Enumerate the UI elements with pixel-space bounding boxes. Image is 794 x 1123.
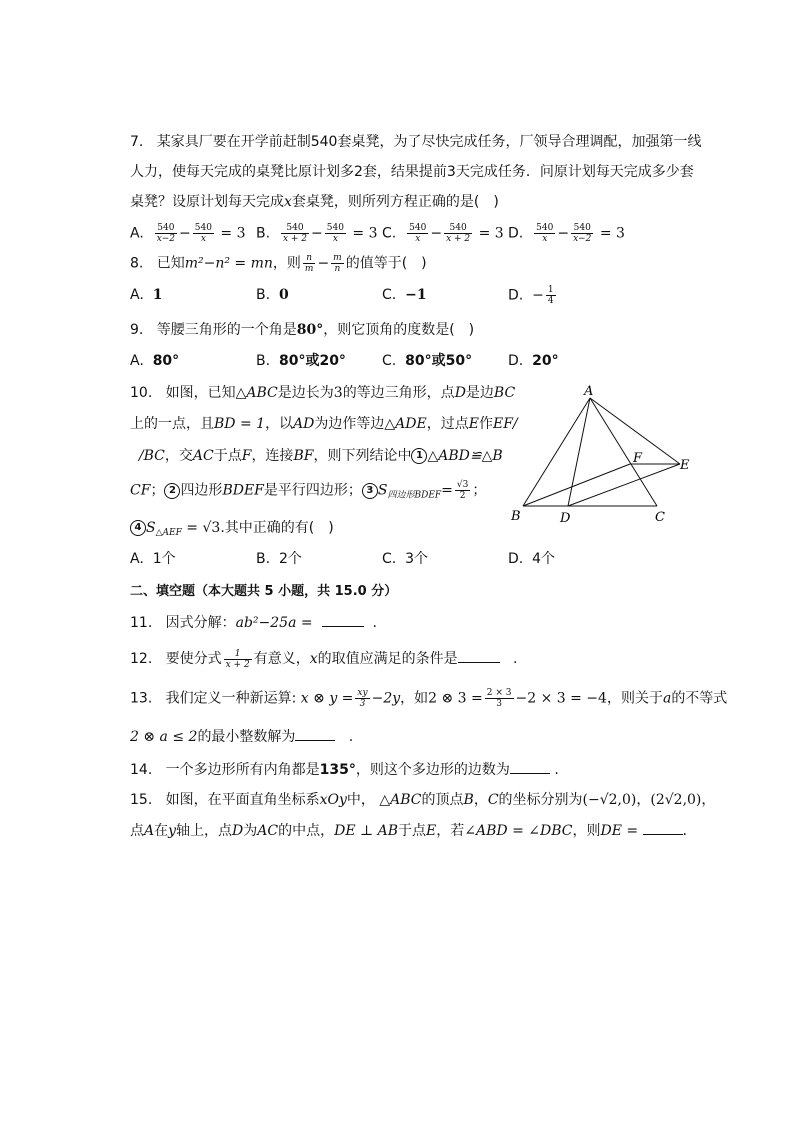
circled-number-4: 4 bbox=[130, 520, 146, 536]
segment-ac bbox=[590, 398, 657, 506]
frac-den: m bbox=[304, 264, 314, 274]
frac-num: xy bbox=[357, 688, 368, 698]
q8-option-b[interactable] bbox=[256, 285, 289, 305]
option-minus: − bbox=[532, 287, 544, 304]
q12 bbox=[130, 648, 517, 670]
frac-den: x + 2 bbox=[225, 659, 250, 670]
t: 点 bbox=[130, 823, 144, 839]
t: 作 bbox=[478, 416, 493, 432]
m: 2 ⊗ 3 = bbox=[428, 690, 483, 707]
m: D bbox=[232, 823, 244, 839]
m: BF bbox=[293, 448, 314, 464]
t: ， bbox=[473, 792, 488, 808]
t: ，则关于 bbox=[606, 690, 663, 707]
q11-answer-blank[interactable] bbox=[322, 612, 364, 627]
q9-text-b: ，则它顶角的度数是( ) bbox=[323, 322, 475, 338]
t: ， bbox=[701, 792, 716, 808]
q7-option-a[interactable]: A. $\frac{540}{x-2}$ − $\frac{540}{x}$ = 3 bbox=[130, 223, 246, 244]
t: 中， bbox=[346, 792, 375, 808]
t: . bbox=[512, 651, 518, 667]
q7-text-3a: 桌凳？设原计划每天完成 bbox=[130, 194, 284, 210]
q10-line-3 bbox=[130, 446, 503, 466]
q7-option-b[interactable]: B. $\frac{540}{x + 2}$ − $\frac{540}{x}$ = 3 bbox=[256, 223, 378, 244]
option-label: D. bbox=[508, 551, 524, 567]
option-label: A. bbox=[130, 353, 144, 369]
frac-num: m bbox=[333, 253, 342, 263]
m: x bbox=[309, 651, 318, 667]
option-value: −1 bbox=[405, 287, 427, 303]
frac-num: 540 bbox=[326, 223, 344, 233]
t: 的中点， bbox=[278, 823, 335, 839]
option-label: C. bbox=[382, 287, 397, 303]
q8-number: 8. bbox=[130, 255, 144, 272]
t: 轴上，点 bbox=[176, 823, 233, 839]
m: −2 × 3 = −4 bbox=[515, 690, 607, 707]
q10-option-a[interactable] bbox=[130, 549, 176, 569]
frac-num: 540 bbox=[444, 223, 472, 234]
q11-expr: ab²−25a = bbox=[235, 615, 313, 631]
t: ，连接 bbox=[251, 448, 294, 464]
circled-number-3: 3 bbox=[362, 483, 378, 499]
frac-den: x bbox=[542, 234, 548, 244]
frac-den: x bbox=[200, 234, 206, 244]
m: 3 bbox=[333, 385, 343, 401]
segment-bf bbox=[523, 464, 630, 506]
option-value: 2个 bbox=[278, 551, 302, 567]
option-label: B. bbox=[256, 225, 271, 242]
rhs: = 3 bbox=[220, 225, 246, 242]
frac-den: 3 bbox=[359, 699, 366, 709]
frac-den: x−2 bbox=[156, 234, 176, 244]
q14-number: 14. bbox=[130, 762, 153, 778]
q10-option-b[interactable] bbox=[256, 549, 302, 569]
frac-den: 4 bbox=[547, 296, 554, 306]
q12-number: 12. bbox=[130, 651, 153, 667]
option-value: 80°或20° bbox=[278, 353, 346, 369]
q7-line-2 bbox=[130, 162, 694, 182]
sub: 四边形BDEF bbox=[387, 490, 442, 501]
m: △ABD≌△B bbox=[427, 448, 503, 464]
option-label: B. bbox=[256, 353, 271, 369]
option-value: 1个 bbox=[152, 551, 176, 567]
frac-den: x−2 bbox=[573, 234, 592, 244]
q11-number: 11. bbox=[130, 615, 153, 631]
option-label: C. bbox=[382, 225, 397, 242]
t: ，以 bbox=[265, 416, 294, 432]
option-label: A. bbox=[130, 225, 144, 242]
t: 的顶点 bbox=[421, 792, 464, 808]
option-value: 3个 bbox=[405, 551, 429, 567]
q15-number: 15. bbox=[130, 792, 153, 808]
frac-num: 1 bbox=[224, 649, 252, 660]
q7-line-3 bbox=[130, 192, 499, 212]
option-value: 0 bbox=[278, 287, 289, 303]
t: ，则这个多边形的边数为 bbox=[355, 762, 510, 778]
m: = bbox=[441, 482, 453, 499]
frac-num: 540 bbox=[571, 223, 593, 234]
q7-text-2: 人力，使每天完成的桌凳比原计划多2套，结果提前3天完成任务．问原计划每天完成多少套 bbox=[130, 164, 694, 180]
t: 是边长为 bbox=[277, 385, 334, 401]
q10-line-2 bbox=[130, 414, 518, 434]
q14-answer-blank[interactable] bbox=[510, 759, 550, 774]
q10-line-1 bbox=[130, 383, 515, 403]
q9-number: 9. bbox=[130, 322, 144, 338]
frac-num: 540 bbox=[194, 223, 212, 233]
q10-option-d[interactable] bbox=[508, 549, 555, 569]
m: S bbox=[377, 482, 388, 499]
option-label: D. bbox=[508, 287, 524, 304]
t: 四边形 bbox=[180, 482, 223, 499]
section-2-title: 二、填空题（本大题共 5 小题，共 15.0 分） bbox=[130, 584, 398, 599]
q13-number: 13. bbox=[130, 690, 153, 707]
m: (−√2,0) bbox=[582, 792, 637, 808]
minus: − bbox=[317, 255, 330, 272]
frac-den: x bbox=[332, 234, 338, 244]
m: C bbox=[487, 792, 499, 808]
q9-option-b[interactable] bbox=[256, 351, 346, 371]
m: /BC bbox=[138, 448, 165, 464]
q8-option-c[interactable] bbox=[382, 285, 427, 305]
segment-ab bbox=[523, 398, 590, 506]
m: = √3 bbox=[186, 520, 221, 536]
m: S bbox=[146, 520, 156, 536]
q13-line-1 bbox=[130, 688, 727, 709]
q7-var-x: x bbox=[284, 194, 292, 210]
m: AD bbox=[293, 416, 315, 432]
option-label: B. bbox=[256, 551, 271, 567]
label-c: C bbox=[655, 510, 665, 525]
m: y bbox=[168, 823, 177, 839]
t: ； bbox=[150, 482, 165, 499]
t: ，则 bbox=[572, 823, 601, 839]
segment-de bbox=[568, 464, 680, 506]
q15-line-1 bbox=[130, 790, 715, 810]
q8-stem bbox=[130, 253, 427, 274]
t: ，如 bbox=[400, 690, 429, 707]
m: DE ⊥ AB bbox=[334, 823, 399, 839]
t: ， bbox=[636, 792, 651, 808]
q9-option-c[interactable] bbox=[382, 351, 472, 371]
label-b: B bbox=[511, 509, 521, 524]
q9-text-a: 等腰三角形的一个角是 bbox=[156, 322, 297, 338]
frac-num: n bbox=[303, 253, 316, 264]
m: a bbox=[662, 690, 672, 707]
q8-text-pre: 已知 bbox=[156, 255, 185, 272]
t: 如图，已知 bbox=[165, 385, 236, 401]
q8-option-d[interactable] bbox=[508, 285, 558, 306]
q7-line-1 bbox=[130, 132, 701, 152]
t: 如图，在平面直角坐标系 bbox=[165, 792, 320, 808]
frac-num: 540 bbox=[409, 223, 427, 233]
m: BC bbox=[493, 385, 516, 401]
m: E bbox=[468, 416, 479, 432]
m: AC bbox=[257, 823, 279, 839]
q10-line-5 bbox=[130, 518, 334, 543]
frac-den: x + 2 bbox=[446, 234, 471, 244]
q7-number: 7. bbox=[130, 134, 144, 150]
q12-answer-blank[interactable] bbox=[458, 648, 500, 663]
option-label: D. bbox=[508, 353, 524, 369]
frac-num: 540 bbox=[155, 223, 177, 234]
label-d: D bbox=[560, 511, 571, 526]
frac-num: 540 bbox=[536, 223, 554, 233]
rhs: = 3 bbox=[599, 225, 625, 242]
frac-num: 540 bbox=[281, 223, 309, 234]
option-label: A. bbox=[130, 551, 144, 567]
t: 为边作等边 bbox=[314, 416, 385, 432]
frac-num: √3 bbox=[456, 480, 469, 490]
t: 要使分式 bbox=[165, 651, 222, 667]
q11 bbox=[130, 612, 377, 633]
t: 上的一点，且 bbox=[130, 416, 214, 432]
q8-option-a[interactable] bbox=[130, 285, 162, 305]
m: F bbox=[241, 448, 252, 464]
t: 于点 bbox=[398, 823, 427, 839]
q10-option-c[interactable] bbox=[382, 549, 428, 569]
q9-angle: 80° bbox=[296, 322, 324, 338]
t: . bbox=[682, 823, 687, 839]
t: 是边 bbox=[465, 385, 494, 401]
rhs: = 3 bbox=[478, 225, 504, 242]
frac-den: x bbox=[415, 234, 421, 244]
q10-line-4 bbox=[130, 480, 486, 506]
m: xOy bbox=[319, 792, 347, 808]
t: 的坐标分别为 bbox=[498, 792, 583, 808]
option-label: B. bbox=[256, 287, 271, 303]
q8-equation: m²−n² = mn bbox=[184, 255, 273, 272]
m: △ABC bbox=[235, 385, 278, 401]
t: 我们定义一种新运算: bbox=[165, 690, 297, 707]
m: BD = 1 bbox=[214, 416, 266, 432]
q10-number: 10. bbox=[130, 385, 153, 401]
q9-stem bbox=[130, 320, 474, 340]
m: x ⊗ y = bbox=[300, 690, 354, 707]
option-value: 4个 bbox=[532, 551, 556, 567]
m: B bbox=[463, 792, 474, 808]
m: ∠ABD = ∠DBC bbox=[464, 823, 573, 839]
label-a: A bbox=[584, 384, 594, 399]
sub: △AEF bbox=[155, 528, 182, 538]
t: ，过点 bbox=[426, 416, 469, 432]
option-value: 20° bbox=[532, 353, 559, 369]
t: 是平行四边形； bbox=[263, 482, 362, 499]
option-label: C. bbox=[382, 353, 397, 369]
q9-option-a[interactable] bbox=[130, 351, 179, 371]
q7-option-d[interactable]: D. $\frac{540}{x}$ − $\frac{540}{x-2}$ = 3 bbox=[508, 223, 625, 244]
q13-answer-blank[interactable] bbox=[295, 726, 335, 741]
label-e: E bbox=[680, 458, 690, 473]
m: EF/ bbox=[492, 416, 518, 432]
t: 有意义， bbox=[253, 651, 310, 667]
t: 的取值应满足的条件是 bbox=[317, 651, 458, 667]
m: CF bbox=[130, 482, 151, 499]
t: ，若 bbox=[436, 823, 465, 839]
q14-angle: 135° bbox=[319, 762, 356, 778]
frac-den: 3 bbox=[496, 699, 502, 709]
option-label: A. bbox=[130, 287, 144, 303]
t: ，则下列结论中 bbox=[313, 448, 412, 464]
option-value: 80°或50° bbox=[405, 353, 473, 369]
t: 的等边三角形，点 bbox=[342, 385, 455, 401]
circled-number-2: 2 bbox=[164, 483, 180, 499]
circled-number-1: 1 bbox=[411, 448, 427, 464]
option-value: 80° bbox=[152, 353, 180, 369]
q13-line-2 bbox=[130, 726, 353, 747]
m: △ABC bbox=[379, 792, 422, 808]
t: 为 bbox=[243, 823, 258, 839]
t: 的不等式 bbox=[671, 690, 728, 707]
option-label: C. bbox=[382, 551, 397, 567]
frac-num: 1 bbox=[547, 285, 554, 295]
q14 bbox=[130, 759, 559, 780]
q8-text-post: 的值等于( ) bbox=[345, 255, 427, 272]
q7-text-3b: 套桌凳，则所列方程正确的是( ) bbox=[291, 194, 499, 210]
q8-text-mid: ，则 bbox=[272, 255, 301, 272]
frac-den: n bbox=[334, 264, 341, 274]
option-value: 1 bbox=[152, 287, 163, 303]
frac-num: 2 × 3 bbox=[486, 688, 512, 698]
t: 在 bbox=[154, 823, 169, 839]
q15-answer-blank[interactable] bbox=[643, 820, 683, 835]
t: . bbox=[372, 615, 377, 631]
t: .其中正确的有( ) bbox=[220, 520, 334, 536]
t: 于点 bbox=[213, 448, 242, 464]
m: DE = bbox=[600, 823, 639, 839]
m: △ADE bbox=[384, 416, 427, 432]
t: 一个多边形所有内角都是 bbox=[165, 762, 320, 778]
frac-den: 2 bbox=[459, 491, 466, 501]
option-label: D. bbox=[508, 225, 524, 242]
q9-option-d[interactable] bbox=[508, 351, 559, 371]
m: 2 ⊗ a ≤ 2 bbox=[130, 729, 198, 745]
m: D bbox=[454, 385, 466, 401]
m: −2y bbox=[371, 690, 401, 707]
t: ； bbox=[472, 482, 487, 499]
m: (2√2,0) bbox=[650, 792, 702, 808]
q7-text-1: 某家具厂要在开学前赶制540套桌凳，为了尽快完成任务，厂领导合理调配，加强第一线 bbox=[156, 134, 702, 150]
m: A bbox=[144, 823, 155, 839]
t: 因式分解： bbox=[165, 615, 236, 631]
m: E bbox=[426, 823, 437, 839]
t: ，交 bbox=[164, 448, 193, 464]
m: BDEF bbox=[222, 482, 264, 499]
segment-ad bbox=[568, 398, 590, 506]
q15-line-2 bbox=[130, 820, 687, 841]
rhs: = 3 bbox=[352, 225, 378, 242]
label-f: F bbox=[633, 451, 643, 466]
t: 的最小整数解为 bbox=[197, 729, 296, 745]
m: AC bbox=[192, 448, 214, 464]
frac-den: x + 2 bbox=[282, 234, 308, 244]
q7-option-c[interactable]: C. $\frac{540}{x}$ − $\frac{540}{x + 2}$ = 3 bbox=[382, 223, 504, 244]
q10-figure bbox=[505, 382, 705, 532]
t: . bbox=[554, 762, 559, 778]
t: . bbox=[348, 729, 354, 745]
